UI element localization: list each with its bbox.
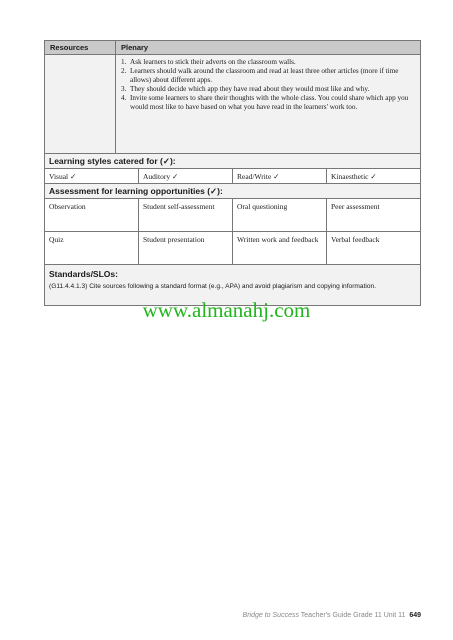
table-row [45,232,420,265]
page-footer [243,612,421,619]
table-row [45,199,420,232]
standards-text: (G11.4.4.1.3) Cite sources following a standard format (e.g., APA) and avoid plagiarism and copying information. [49,283,377,290]
standards-title: Standards/SLOs: [49,269,118,279]
assessment-cell: Oral questioning [233,199,327,231]
page-number: 649 [409,612,421,619]
table-header-row [45,41,420,55]
plenary-header: Plenary [121,43,149,52]
assessment-cell: Student self-assessment [139,199,233,231]
resources-cell [45,55,116,153]
list-item: 3. They should decide which app they have read about they would most like and why. [121,85,370,93]
footer-guide: Teacher's Guide Grade 11 Unit 11 [298,612,408,619]
list-item: 2. Learners should walk around the classroom and read at least three other articles (more if time allows) about different apps. [121,67,399,84]
assessment-title: Assessment for learning opportunities (✓): [45,184,420,198]
plenary-cell [116,55,420,153]
assessment-cell: Verbal feedback [331,235,380,244]
learning-style-kinaesthetic: Kinaesthetic ✓ [331,172,377,181]
learning-style-visual: Visual ✓ [45,169,139,183]
plenary-list [116,55,420,112]
lesson-plan-table [44,40,421,306]
assessment-cell: Observation [45,199,139,231]
learning-styles-row [45,169,420,184]
assessment-cell: Quiz [45,232,139,264]
list-item: 1. Ask learners to stick their adverts on the classroom walls. [121,58,296,66]
footer-book-title: Bridge to Success [242,612,299,619]
learning-style-auditory: Auditory ✓ [139,169,233,183]
assessment-title-row [45,184,420,199]
assessment-cell: Student presentation [139,232,233,264]
list-item: 4. Invite some learners to share their thoughts with the whole class. You could share which app you would most like to have based on what you have read in the learners' work too. [121,94,409,111]
learning-styles-title: Learning styles catered for (✓): [45,154,420,168]
resources-header: Resources [45,41,116,54]
learning-style-read-write: Read/Write ✓ [233,169,327,183]
assessment-cell: Peer assessment [331,202,380,211]
assessment-cell: Written work and feedback [233,232,327,264]
watermark-link[interactable]: www.almanahj.com [142,298,311,322]
learning-styles-title-row [45,154,420,169]
plenary-row [45,55,420,154]
